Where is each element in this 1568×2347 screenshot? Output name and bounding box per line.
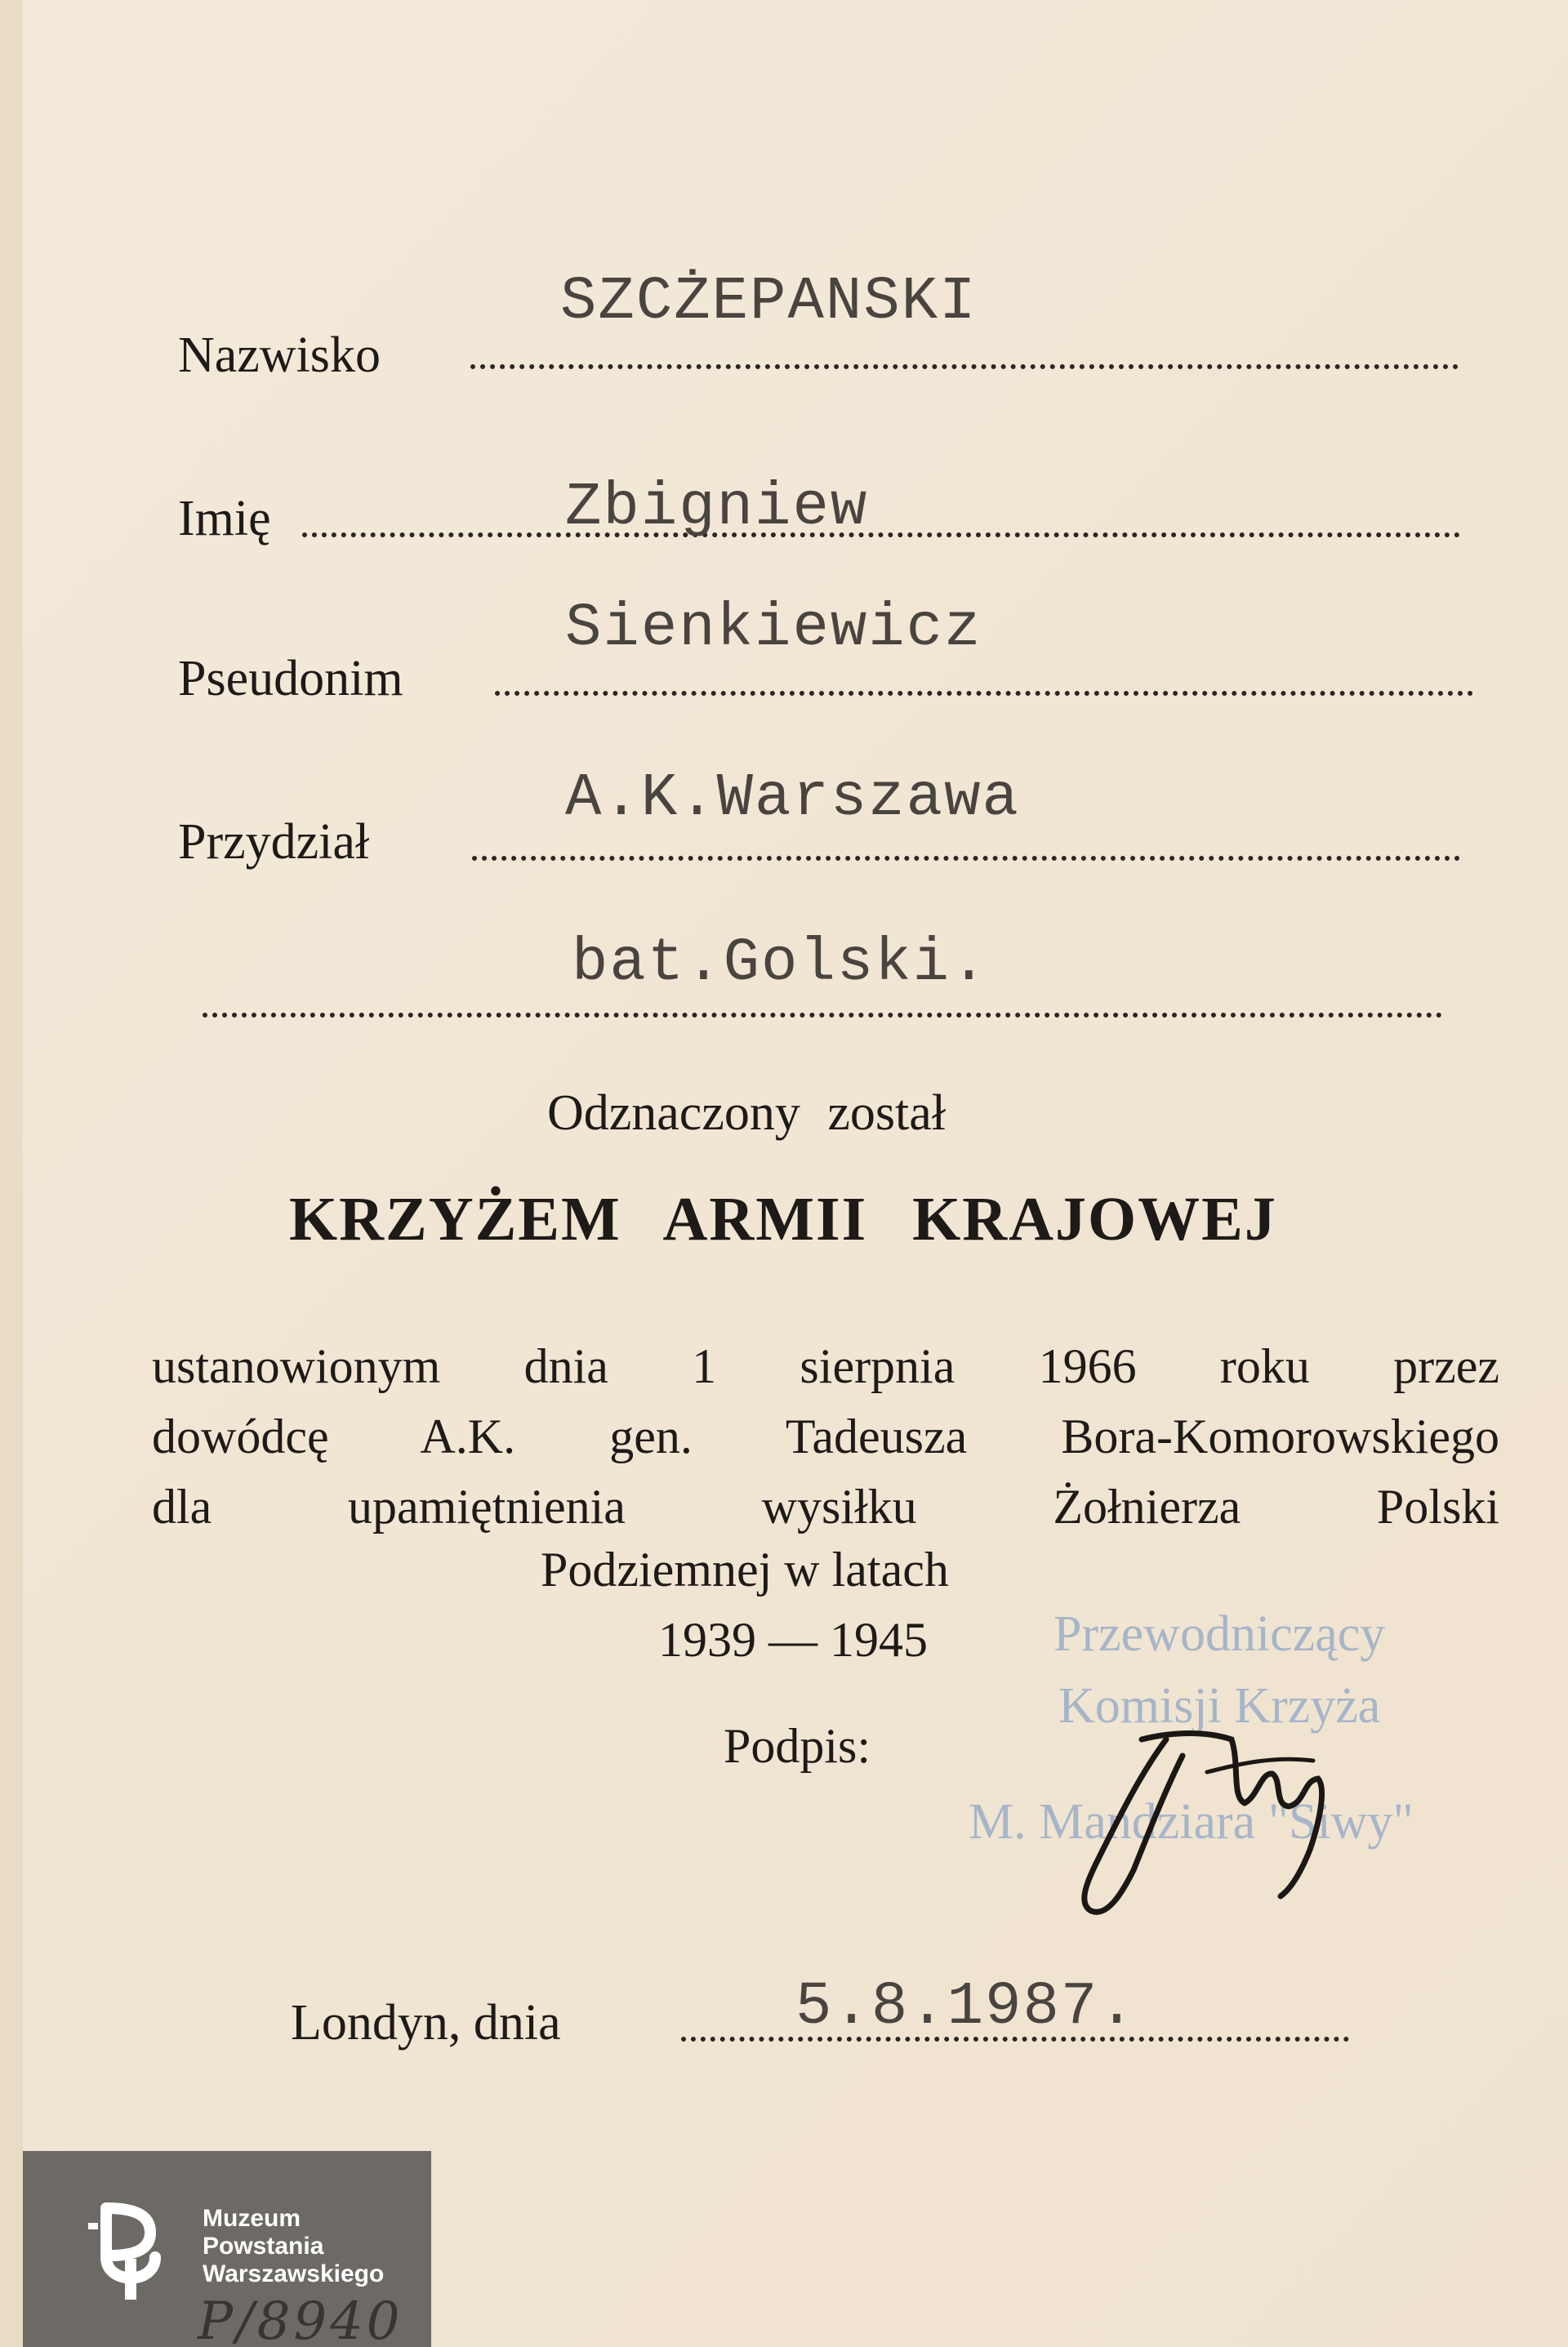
museum-name-line-3: Warszawskiego	[203, 2260, 385, 2287]
citation-line-3: dla upamiętnienia wysiłku Żołnierza Polski	[152, 1480, 1499, 1534]
assignment-dotted-line	[472, 856, 1460, 861]
stamp-line-3: M. Mandziara "Siwy"	[969, 1794, 1414, 1850]
stamp-line-1: Przewodniczący	[1054, 1606, 1386, 1662]
assignment-dotted-line-2	[203, 1013, 1442, 1018]
cross-title: KRZYŻEM ARMII KRAJOWEJ	[289, 1185, 1277, 1254]
assignment-label: Przydział	[178, 814, 370, 870]
citation-line-4: Podziemnej w latach	[541, 1543, 949, 1597]
pseudonym-dotted-line	[495, 691, 1473, 696]
first-name-value: Zbigniew	[565, 474, 869, 542]
pseudonym-label: Pseudonim	[178, 651, 403, 706]
handwritten-signature	[1044, 1707, 1370, 1919]
museum-name-line-2: Powstania	[203, 2233, 324, 2260]
surname-value: SZCŻEPANSKI	[560, 268, 978, 336]
surname-dotted-line	[470, 364, 1459, 369]
years: 1939 — 1945	[658, 1613, 928, 1667]
museum-logo-icon	[74, 2193, 188, 2308]
first-name-dotted-line	[302, 532, 1460, 537]
first-name-label: Imię	[178, 491, 271, 546]
date-value: 5.8.1987.	[795, 1973, 1137, 2042]
assignment-value: A.K.Warszawa	[565, 764, 1020, 833]
signature-label: Podpis:	[724, 1719, 871, 1773]
pseudonym-value: Sienkiewicz	[565, 595, 982, 663]
citation-line-1: ustanowionym dnia 1 sierpnia 1966 roku przez	[152, 1339, 1499, 1393]
stamp-line-2: Komisji Krzyża	[1058, 1678, 1381, 1734]
archive-number: P/8940	[198, 2291, 403, 2347]
place-date-label: Londyn, dnia	[291, 1995, 561, 2051]
citation-line-2: dowódcę A.K. gen. Tadeusza Bora-Komorowskiego	[152, 1410, 1499, 1463]
museum-name-line-1: Muzeum	[203, 2205, 301, 2232]
assignment-value-2: bat.Golski.	[572, 929, 989, 998]
surname-label: Nazwisko	[178, 327, 381, 383]
awarded-text: Odznaczony został	[547, 1085, 946, 1141]
